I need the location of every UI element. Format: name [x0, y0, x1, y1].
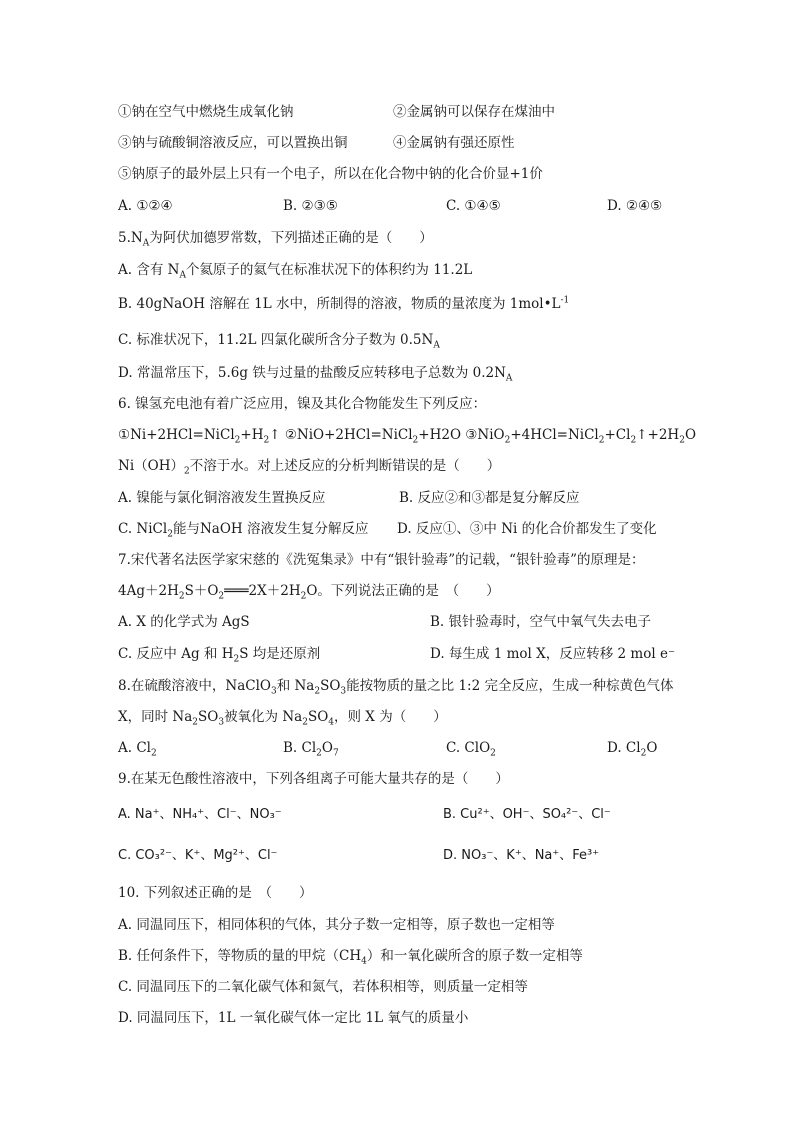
q5-option-b: B. 40gNaOH 溶解在 1L 水中，所制得的溶液，物质的量浓度为 $1mol•L^{-1}$: [118, 295, 570, 312]
q6-option-c: C. NiCl$_2$能与NaOH 溶液发生复分解反应: [118, 521, 369, 540]
q6-reactions: $①Ni+2HCl=NiCl_2+H_2↑$ ②NiO+2HCl=NiCl$_2$+H2O $③NiO_2+4HCl=NiCl_2+Cl_2↑+2H_2O$: [118, 427, 697, 446]
q8-option-a: A. $Cl_2$: [118, 740, 157, 759]
q7-stem: 7.宋代著名法医学家宋慈的《洗冤集录》中有“银针验毒”的记载，“银针验毒”的原理是：: [118, 552, 645, 568]
q4-statement-4: ④金属钠有强还原性: [393, 135, 515, 151]
q6-option-a: A. 镍能与氯化铜溶液发生置换反应: [118, 490, 326, 506]
q10-option-a: A. 同温同压下，相同体积的气体，其分子数一定相等，原子数也一定相等: [118, 917, 555, 933]
q9-option-d: D. NO₃⁻、K⁺、Na⁺、Fe³⁺: [443, 848, 600, 863]
q9-option-c: C. CO₃²⁻、K⁺、Mg²⁺、Cl⁻: [118, 848, 278, 863]
q4-option-d: D. ②④⑤: [607, 198, 663, 214]
q9-stem: 9.在某无色酸性溶液中，下列各组离子可能大量共存的是（ ）: [118, 771, 509, 787]
q8-option-c: C. ClO$_2$: [446, 740, 496, 759]
q6-option-b: B. 反应②和③都是复分解反应: [399, 490, 580, 506]
q7-option-b: B. 银针验毒时，空气中氧气失去电子: [430, 614, 652, 630]
q4-option-c: C. ①④⑤: [446, 198, 501, 214]
q4-statement-1: ①钠在空气中燃烧生成氧化钠: [118, 104, 294, 120]
q6-stem: 6. 镍氢充电池有着广泛应用，镍及其化合物能发生下列反应：: [118, 396, 487, 412]
q10-option-d: D. 同温同压下，1L 一氧化碳气体一定比 1L 氧气的质量小: [118, 1010, 469, 1026]
q7-option-c: C. 反应中 Ag 和 $H_2S$ 均是还原剂: [118, 646, 321, 665]
q6-note: $Ni(OH)_2$不溶于水。对上述反应的分析判断错误的是（ ）: [118, 458, 501, 477]
q9-option-a: A. Na⁺、NH₄⁺、Cl⁻、NO₃⁻: [118, 807, 282, 822]
q6-option-d: D. 反应①、③中 Ni 的化合价都发生了变化: [397, 521, 657, 537]
q8-option-b: B. $Cl_2O_7$: [283, 740, 339, 759]
q10-option-c: C. 同温同压下的二氧化碳气体和氮气，若体积相等，则质量一定相等: [118, 979, 528, 995]
q4-option-a: A. ①②④: [118, 198, 173, 214]
q5-option-d: D. 常温常压下，5.6g 铁与过量的盐酸反应转移电子总数为 $0.2N_A$: [118, 365, 513, 384]
q4-statement-2: ②金属钠可以保存在煤油中: [393, 104, 555, 120]
q5-stem: $5.N_A$为阿伏加德罗常数，下列描述正确的是（ ）: [118, 230, 433, 249]
q8-stem-line-2: X，同时 $Na_2SO_3$被氧化为 $Na_2SO_4$，则 X 为（ ）: [118, 709, 447, 728]
q7-option-d: D. 每生成 1 mol X，反应转移 2 mol e⁻: [430, 646, 676, 662]
q4-statement-3: ③钠与硫酸铜溶液反应，可以置换出铜: [118, 135, 348, 151]
q9-option-b: B. Cu²⁺、OH⁻、SO₄²⁻、Cl⁻: [443, 807, 611, 822]
q4-option-b: B. ②③⑤: [283, 198, 338, 214]
q4-statement-5: ⑤钠原子的最外层上只有一个电子，所以在化合物中钠的化合价显+1价: [118, 166, 543, 182]
q5-option-a: A. 含有 $N_A$个氦原子的氦气在标准状况下的体积约为 11.2L: [118, 262, 473, 281]
q10-option-b: B. 任何条件下，等物质的量的甲烷$(CH_4)$和一氧化碳所含的原子数一定相等: [118, 948, 583, 967]
q10-stem: 10. 下列叙述正确的是 （ ）: [118, 885, 313, 901]
q5-option-c: C. 标准状况下，11.2L 四氯化碳所含分子数为 $0.5N_A$: [118, 332, 440, 351]
q7-option-a: A. X 的化学式为 AgS: [118, 614, 250, 630]
q7-equation: $4Ag+2H_2S+O_2═══2X+2H_2O$。下列说法正确的是 （ ）: [118, 583, 500, 602]
q8-option-d: D. $Cl_2O$: [607, 740, 658, 759]
q8-stem-line-1: 8.在硫酸溶液中，NaClO$_3$和 $Na_2SO_3$能按物质的量之比 1:2 完全反应，生成一种棕黄色气体: [118, 678, 674, 697]
